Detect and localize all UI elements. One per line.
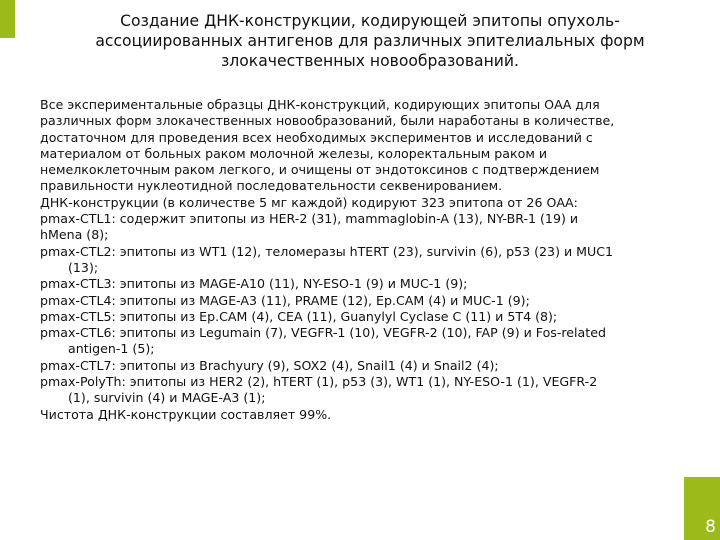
body-line: (13); <box>68 259 99 275</box>
title-line: ассоциированных антигенов для различных эпителиальных форм <box>95 32 645 50</box>
body-line: pmax-CTL3: эпитопы из MAGE-A10 (11), NY-ESO-1 (9) и MUC-1 (9); <box>40 276 468 292</box>
body-line: pmax-CTL5: эпитопы из Ep.CAM (4), CEA (11), Guanylyl Cyclase C (11) и 5T4 (8); <box>40 308 558 324</box>
title-line: злокачественных новообразований. <box>221 52 519 70</box>
body-line: pmax-PolyTh: эпитопы из HER2 (2), hTERT (1), p53 (3), WT1 (1), NY-ESO-1 (1), VEGFR-2 <box>40 374 598 390</box>
body-line: hMena (8); <box>40 227 109 243</box>
body-line: материалом от больных раком молочной железы, колоректальным раком и <box>40 145 548 161</box>
accent-bar <box>0 0 15 38</box>
body-line: pmax-CTL4: эпитопы из MAGE-A3 (11), PRAME (12), Ep.CAM (4) и MUC-1 (9); <box>40 292 530 308</box>
title-line: Создание ДНК-конструкции, кодирующей эпитопы опухоль- <box>120 12 620 30</box>
body-line: antigen-1 (5); <box>68 341 155 357</box>
slide-title <box>40 11 700 71</box>
page-number: 8 <box>705 517 716 537</box>
body-line: pmax-CTL2: эпитопы из WT1 (12), теломеразы hTERT (23), survivin (6), p53 (23) и MUC1 <box>40 243 614 259</box>
body-line: Чистота ДНК-конструкции составляет 99%. <box>40 406 332 422</box>
body-line: различных форм злокачественных новообразований, были наработаны в количестве, <box>40 113 615 129</box>
body-line: pmax-CTL6: эпитопы из Legumain (7), VEGFR-1 (10), VEGFR-2 (10), FAP (9) и Fos-related <box>40 325 606 341</box>
body-line: pmax-CTL1: содержит эпитопы из HER-2 (31), mammaglobin-A (13), NY-BR-1 (19) и <box>40 211 579 227</box>
body-line: Все экспериментальные образцы ДНК-конструкций, кодирующих эпитопы ОАА для <box>40 97 600 112</box>
slide-body <box>40 97 700 423</box>
body-line: достаточном для проведения всех необходимых экспериментов и исследований с <box>40 129 593 145</box>
body-line: правильности нуклеотидной последовательности секвенированием. <box>40 178 503 194</box>
body-line: (1), survivin (4) и MAGE-A3 (1); <box>68 390 266 406</box>
page-number-box <box>684 477 720 540</box>
body-line: pmax-CTL7: эпитопы из Brachyury (9), SOX2 (4), Snail1 (4) и Snail2 (4); <box>40 357 499 373</box>
body-line: немелкоклеточным раком легкого, и очищены от эндотоксинов с подтверждением <box>40 162 600 178</box>
body-line: ДНК-конструкции (в количестве 5 мг каждой) кодируют 323 эпитопа от 26 ОАА: <box>40 194 578 210</box>
